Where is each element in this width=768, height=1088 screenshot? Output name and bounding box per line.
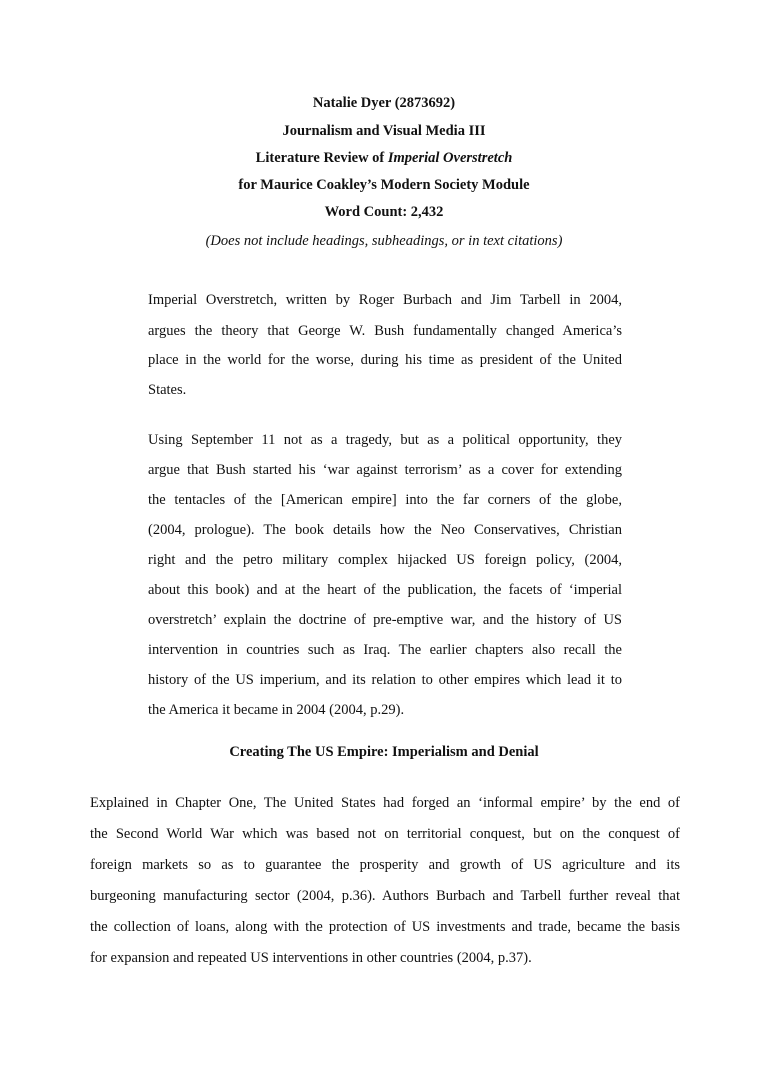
text-line: the tentacles of the [American empire] into the far corners of the globe, — [148, 492, 622, 508]
course-line: Journalism and Visual Media III — [282, 123, 486, 139]
review-prefix: Literature Review of — [255, 150, 388, 166]
module-line: for Maurice Coakley’s Modern Society Module — [238, 177, 530, 193]
text-line: argues the theory that George W. Bush fundamentally changed America’s — [148, 323, 622, 339]
text-line: (2004, prologue). The book details how the Neo Conservatives, Christian — [148, 522, 622, 538]
word-count: Word Count: 2,432 — [324, 204, 444, 220]
section-heading: Creating The US Empire: Imperialism and Denial — [229, 744, 539, 760]
book-title: Imperial Overstretch — [387, 150, 513, 166]
text-line: overstretch’ explain the doctrine of pre-emptive war, and the history of US — [148, 612, 622, 628]
text-line: Imperial Overstretch, written by Roger Burbach and Jim Tarbell in 2004, — [148, 292, 622, 308]
word-count-note: (Does not include headings, subheadings, or in text citations) — [205, 233, 563, 249]
text-line: the Second World War which was based not on territorial conquest, but on the conquest of — [90, 826, 680, 842]
text-line: foreign markets so as to guarantee the prosperity and growth of US agriculture and its — [90, 857, 680, 873]
text-line: right and the petro military complex hijacked US foreign policy, (2004, — [148, 552, 622, 568]
text-line: intervention in countries such as Iraq. The earlier chapters also recall the — [148, 642, 622, 658]
text-line: the collection of loans, along with the protection of US investments and trade, became the basis — [90, 919, 680, 935]
text-line: burgeoning manufacturing sector (2004, p.36). Authors Burbach and Tarbell further reveal that — [90, 888, 680, 904]
review-line — [0, 149, 768, 167]
text-line: for expansion and repeated US interventions in other countries (2004, p.37). — [90, 950, 532, 966]
text-line: States. — [148, 382, 187, 398]
text-line: about this book) and at the heart of the publication, the facets of ‘imperial — [148, 582, 622, 598]
text-line: history of the US imperium, and its relation to other empires which lead it to — [148, 672, 622, 688]
author-line: Natalie Dyer (2873692) — [312, 95, 456, 111]
text-line: place in the world for the worse, during his time as president of the United — [148, 352, 622, 368]
text-line: argue that Bush started his ‘war against terrorism’ as a cover for extending — [148, 462, 622, 478]
text-line: the America it became in 2004 (2004, p.29). — [148, 702, 405, 718]
text-line: Using September 11 not as a tragedy, but as a political opportunity, they — [148, 432, 622, 448]
text-line: Explained in Chapter One, The United States had forged an ‘informal empire’ by the end of — [90, 795, 680, 811]
